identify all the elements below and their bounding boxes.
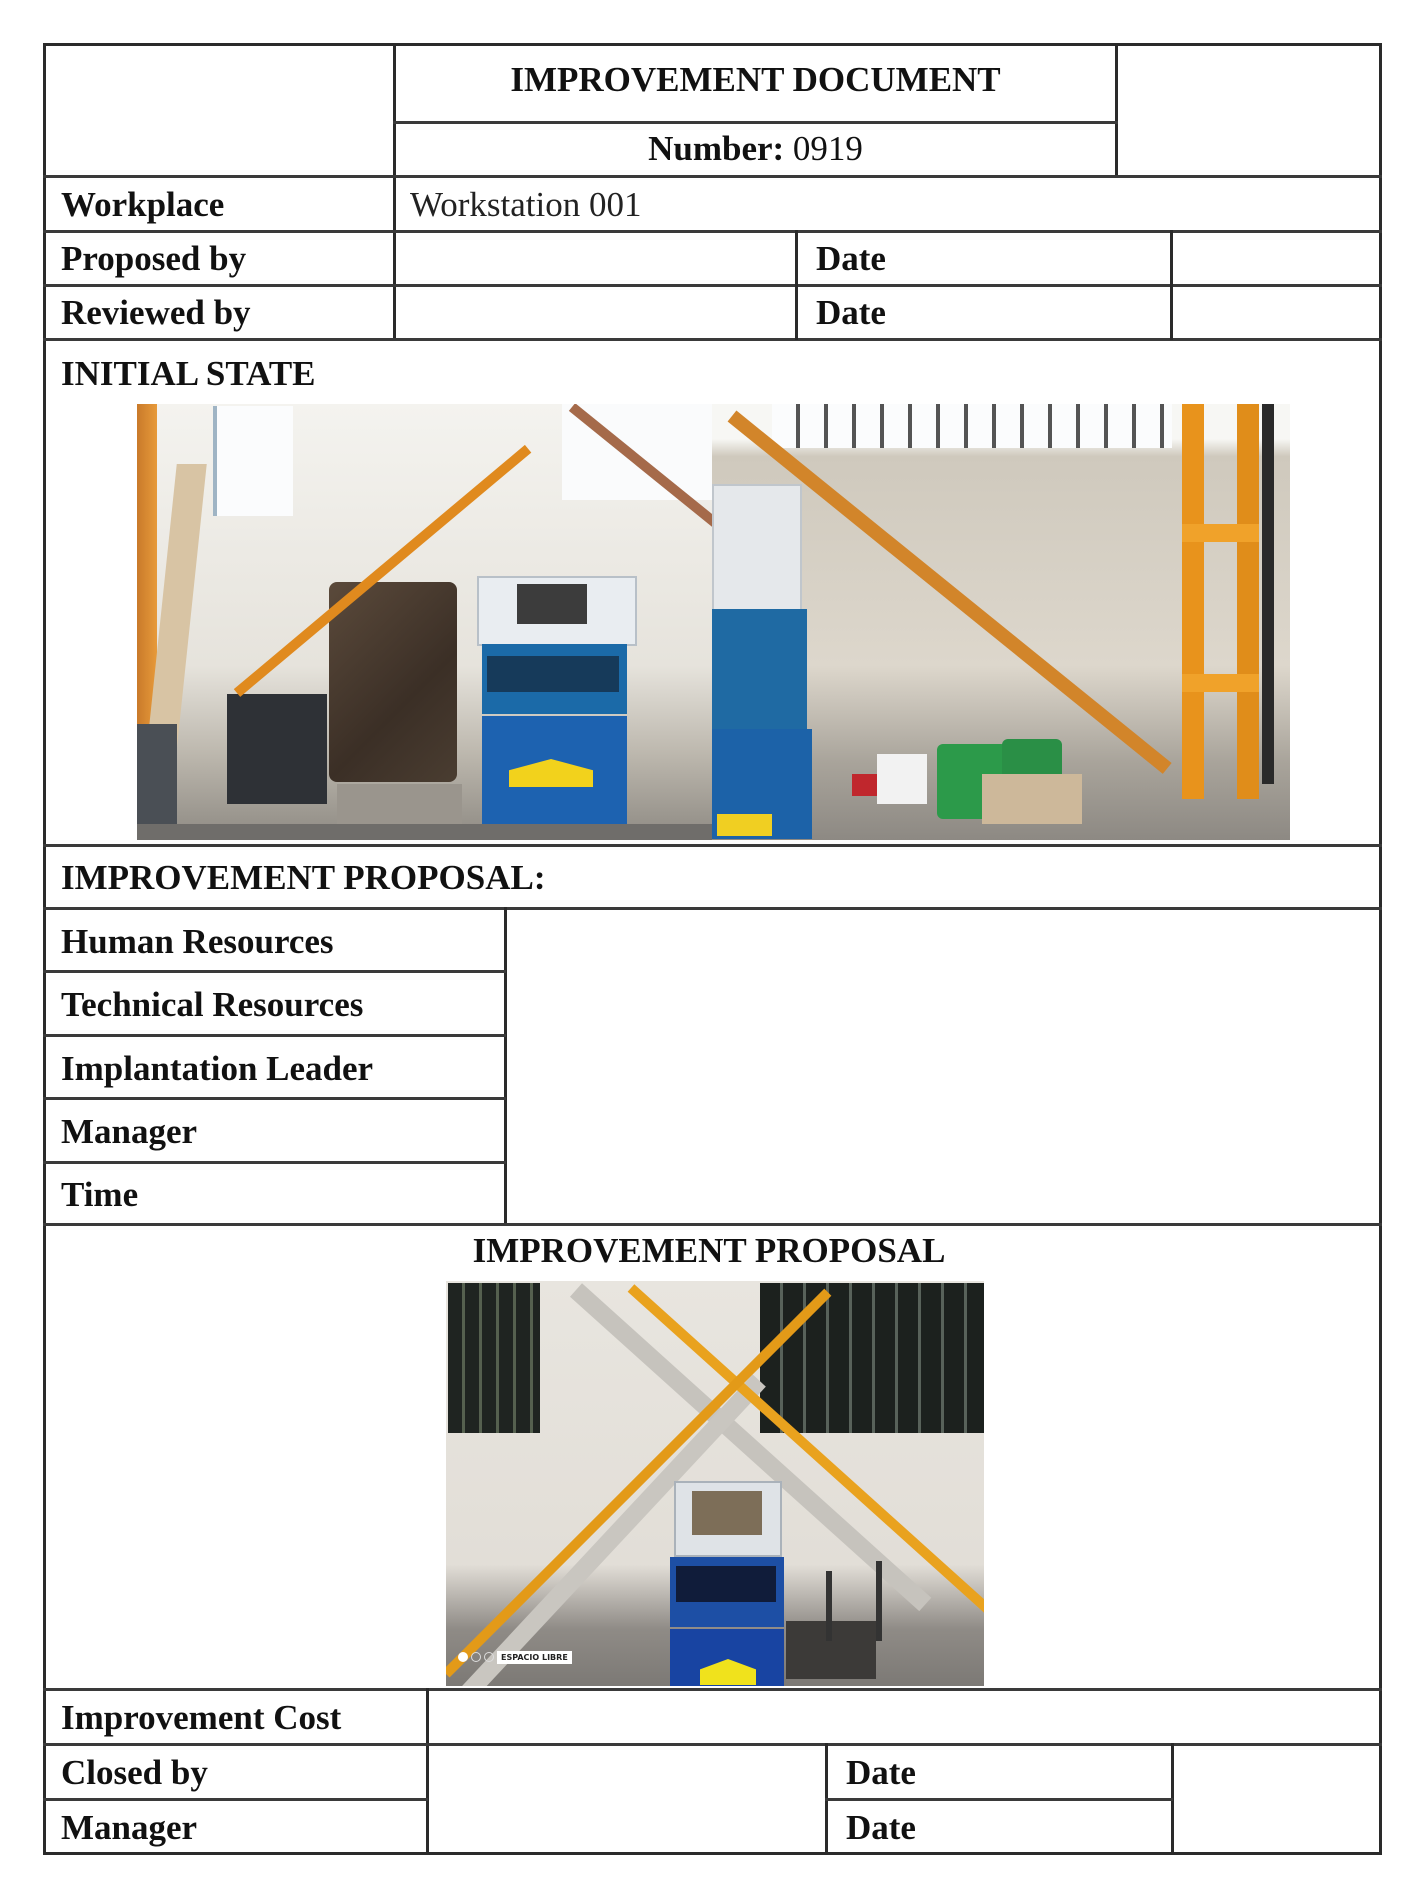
divider <box>426 1688 429 1855</box>
document-title: IMPROVEMENT DOCUMENT <box>510 60 1001 99</box>
divider <box>43 844 1382 847</box>
divider <box>504 907 507 1225</box>
workplace-label: Workplace <box>61 185 225 224</box>
proposal-row-label: Human Resources <box>61 922 334 961</box>
initial-state-photo-1 <box>137 404 713 840</box>
divider <box>43 284 1382 287</box>
proposal-row-label: Technical Resources <box>61 985 364 1024</box>
workplace-value[interactable]: Workstation 001 <box>410 185 642 224</box>
header-right-cell <box>1118 46 1380 175</box>
dot-icon <box>484 1652 494 1662</box>
divider <box>43 1034 506 1037</box>
divider <box>43 1688 1382 1691</box>
dot-icon <box>458 1652 468 1662</box>
manager-date-label: Date <box>846 1808 916 1847</box>
proposal-row-label: Time <box>61 1175 139 1214</box>
reviewed-by-label: Reviewed by <box>61 293 251 332</box>
improvement-cost-field[interactable] <box>431 1693 1378 1741</box>
proposal-photo-heading: IMPROVEMENT PROPOSAL <box>472 1231 946 1270</box>
number-value: 0919 <box>792 129 863 168</box>
closing-date-field[interactable] <box>1176 1748 1378 1852</box>
closing-manager-label: Manager <box>61 1808 198 1847</box>
divider <box>43 175 1382 178</box>
divider <box>43 907 1382 910</box>
improvement-proposal-heading: IMPROVEMENT PROPOSAL: <box>61 858 546 897</box>
divider <box>43 1097 506 1100</box>
proposed-by-label: Proposed by <box>61 239 247 278</box>
initial-state-heading: INITIAL STATE <box>61 354 316 393</box>
divider <box>825 1798 1173 1801</box>
closing-signature-field[interactable] <box>431 1748 823 1852</box>
divider <box>43 230 1382 233</box>
divider <box>795 230 798 340</box>
closed-date-label: Date <box>846 1753 916 1792</box>
free-space-label: ESPACIO LIBRE <box>497 1651 572 1664</box>
dot-icon <box>471 1652 481 1662</box>
divider <box>393 121 1118 124</box>
number-label: Number: <box>648 129 785 168</box>
improvement-proposal-photo <box>446 1281 984 1686</box>
divider <box>43 970 506 973</box>
proposed-date-field[interactable] <box>1175 234 1378 282</box>
proposal-row-label: Implantation Leader <box>61 1049 374 1088</box>
free-space-tag <box>458 1649 572 1665</box>
divider <box>43 338 1382 341</box>
proposal-row-label: Manager <box>61 1112 198 1151</box>
divider <box>1170 230 1173 340</box>
reviewed-date-label: Date <box>816 293 886 332</box>
reviewed-date-field[interactable] <box>1175 288 1378 336</box>
proposed-by-field[interactable] <box>398 234 793 282</box>
reviewed-by-field[interactable] <box>398 288 793 336</box>
divider <box>43 1798 428 1801</box>
proposal-description-field[interactable] <box>509 912 1378 1221</box>
logo-cell <box>46 46 393 175</box>
proposed-date-label: Date <box>816 239 886 278</box>
document-number <box>396 131 1115 166</box>
closed-by-label: Closed by <box>61 1753 208 1792</box>
divider <box>43 1743 1382 1746</box>
divider <box>43 1161 506 1164</box>
initial-state-photo-2 <box>712 404 1290 840</box>
improvement-cost-label: Improvement Cost <box>61 1698 342 1737</box>
divider <box>43 1223 1382 1226</box>
